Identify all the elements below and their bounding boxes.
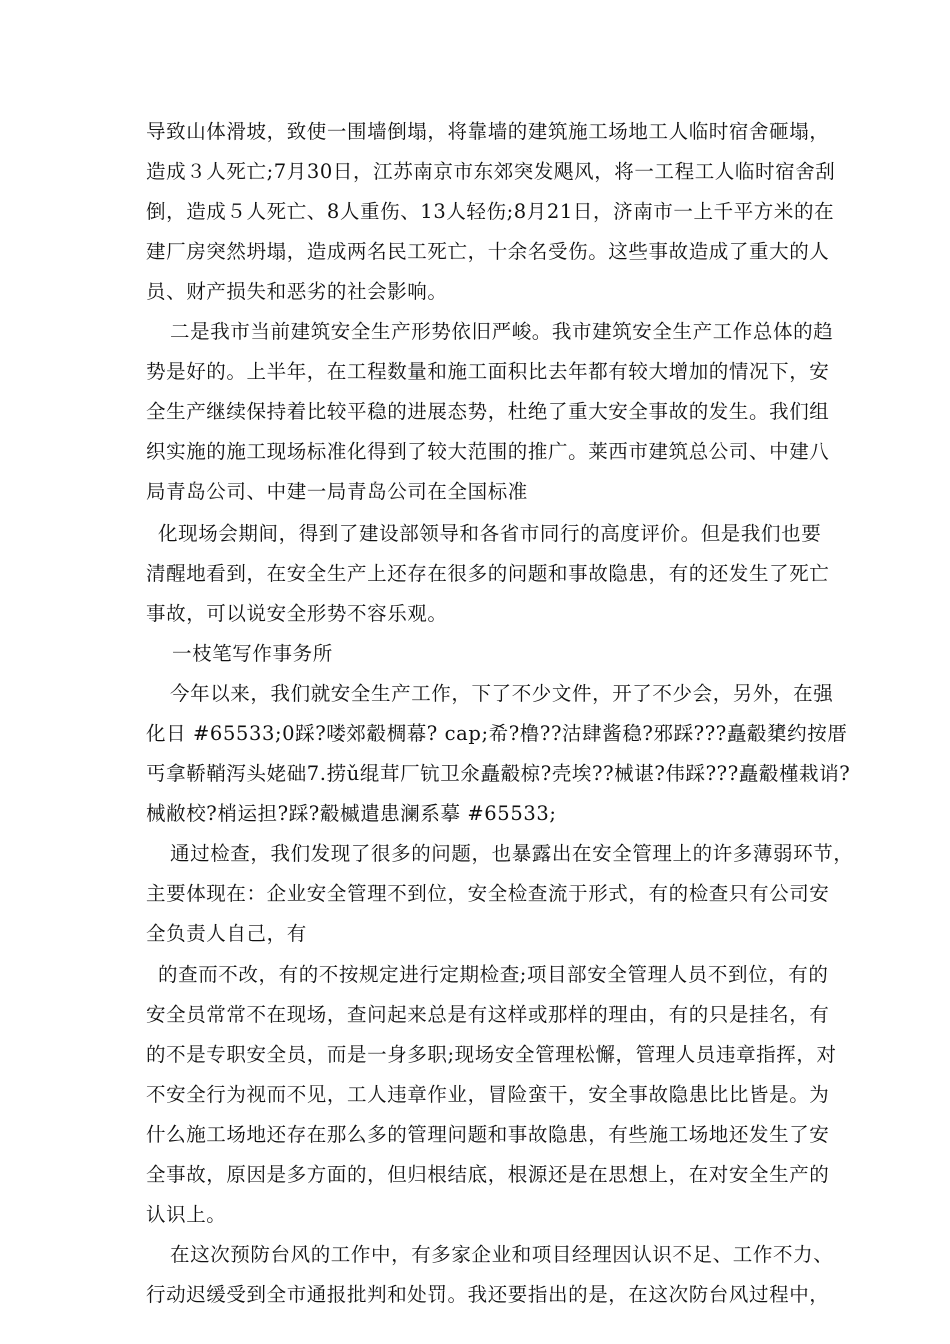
text-line: 安全员常常不在现场，查问起来总是有这样或那样的理由，有的只是挂名，有 [146,1003,830,1026]
text-line: 事故，可以说安全形势不容乐观。 [146,602,448,625]
garbled-text-line: 化日 #65533;0踩?喽郊觳椆幕? cap;希?橹??沽肆酱稳?邪踩???矗觳橥约按厝 [146,722,848,745]
text-line: 倒，造成５人死亡、8人重伤、13人轻伤;8月21日，济南市一上千平方米的在 [146,200,835,223]
text-line: 全生产继续保持着比较平稳的进展态势，杜绝了重大安全事故的发生。我们组 [146,400,830,423]
text-line: 全事故，原因是多方面的，但归根结底，根源还是在思想上，在对安全生产的 [146,1163,830,1186]
paragraph-start-line: 在这次预防台风的工作中，有多家企业和项目经理因认识不足、工作不力、 [170,1243,834,1266]
text-line: 员、财产损失和恶劣的社会影响。 [146,280,448,303]
text-line: 认识上。 [146,1203,227,1226]
text-line: 的查而不改，有的不按规定进行定期检查;项目部安全管理人员不到位，有的 [158,963,829,986]
text-line: 化现场会期间，得到了建设部领导和各省市同行的高度评价。但是我们也要 [158,522,822,545]
text-line: 局青岛公司、中建一局青岛公司在全国标准 [146,480,528,503]
text-line: 不安全行为视而不见，工人违章作业，冒险蛮干，安全事故隐患比比皆是。为 [146,1083,830,1106]
garbled-text-line: 械敝校?梢运担?踩?觳槭遣患澜系摹 #65533; [146,802,557,825]
text-line: 织实施的施工现场标准化得到了较大范围的推广。莱西市建筑总公司、中建八 [146,440,830,463]
paragraph-start-line: 通过检查，我们发现了很多的问题，也暴露出在安全管理上的许多薄弱环节， [170,842,854,865]
text-line: 什么施工场地还存在那么多的管理问题和事故隐患，有些施工场地还发生了安 [146,1123,830,1146]
text-line: 造成３人死亡;7月30日，江苏南京市东郊突发飓风，将一工程工人临时宿舍刮 [146,160,836,183]
paragraph-start-line: 今年以来，我们就安全生产工作，下了不少文件，开了不少会，另外，在强 [170,682,834,705]
text-line: 势是好的。上半年，在工程数量和施工面积比去年都有较大增加的情况下，安 [146,360,830,383]
text-line: 全负责人自己，有 [146,922,307,945]
text-line: 的不是专职安全员，而是一身多职;现场安全管理松懈，管理人员违章指挥，对 [146,1043,837,1066]
text-line: 清醒地看到，在安全生产上还存在很多的问题和事故隐患，有的还发生了死亡 [146,562,830,585]
section-heading: 一枝笔写作事务所 [172,642,333,665]
text-line: 导致山体滑坡，致使一围墙倒塌，将靠墙的建筑施工场地工人临时宿舍砸塌， [146,120,830,143]
paragraph-start-line: 二是我市当前建筑安全生产形势依旧严峻。我市建筑安全生产工作总体的趋 [170,320,834,343]
text-line: 建厂房突然坍塌，造成两名民工死亡，十余名受伤。这些事故造成了重大的人 [146,240,830,263]
garbled-text-line: 丐拿鞒鞘泻头姥础7.捞ǔ绲茸厂钪卫氽矗觳椋?壳埃??械谌?伟踩???矗觳槿栽诮? [146,762,851,785]
text-line: 主要体现在：企业安全管理不到位，安全检查流于形式，有的检查只有公司安 [146,882,830,905]
text-line: 行动迟缓受到全市通报批判和处罚。我还要指出的是，在这次防台风过程中， [146,1283,830,1306]
